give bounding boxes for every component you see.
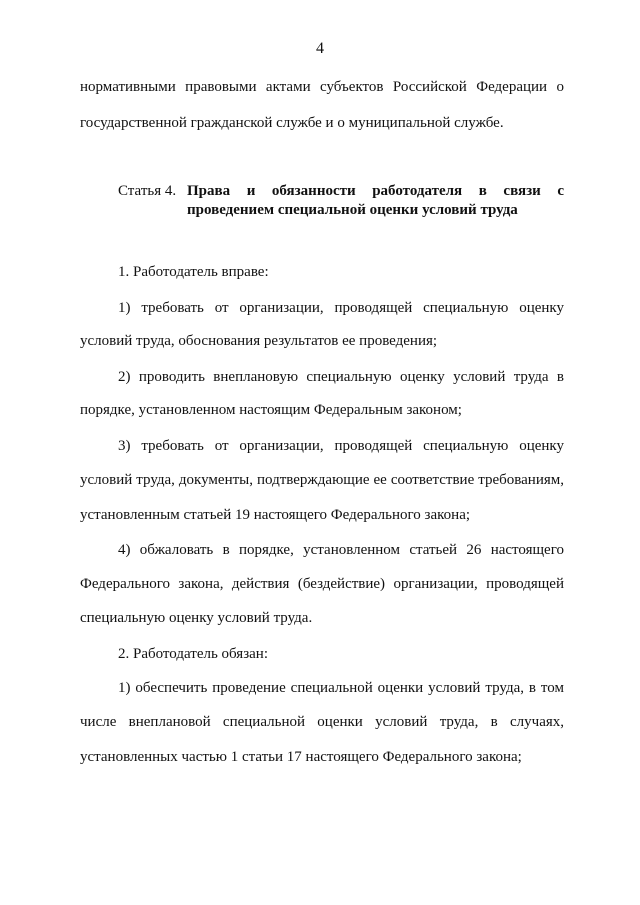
item-1-2-line-2: порядке, установленном настоящим Федеральным законом; — [80, 402, 462, 418]
item-1-1-line-2: условий труда, обоснования результатов ее проведения; — [80, 333, 438, 349]
item-1-3-line-1: 3) требовать от организации, проводящей специальную оценку — [118, 438, 564, 454]
clause-1-heading: 1. Работодатель вправе: — [118, 264, 269, 280]
article-title-line-1: Права и обязанности работодателя в связи с — [187, 183, 564, 199]
intro-line-2: государственной гражданской службе и о муниципальной службе. — [80, 115, 504, 131]
item-1-3-line-3: установленным статьей 19 настоящего Федерального закона; — [80, 507, 471, 523]
item-1-3-line-2: условий труда, документы, подтверждающие ее соответствие требованиям, — [80, 472, 564, 488]
page-number: 4 — [316, 40, 324, 57]
item-1-4-line-2: Федерального закона, действия (бездействие) организации, проводящей — [80, 576, 564, 592]
clause-2-heading: 2. Работодатель обязан: — [118, 646, 268, 662]
item-1-1-line-1: 1) требовать от организации, проводящей специальную оценку — [118, 300, 564, 316]
item-2-1-line-2: числе внеплановой специальной оценки условий труда, в случаях, — [80, 714, 564, 730]
item-1-4-line-1: 4) обжаловать в порядке, установленном статьей 26 настоящего — [118, 542, 564, 558]
intro-line-1: нормативными правовыми актами субъектов Российской Федерации о — [80, 79, 564, 95]
article-label: Статья 4. — [118, 183, 177, 199]
item-1-4-line-3: специальную оценку условий труда. — [80, 610, 313, 626]
item-1-2-line-1: 2) проводить внеплановую специальную оценку условий труда в — [118, 369, 564, 385]
item-2-1-line-3: установленных частью 1 статьи 17 настоящего Федерального закона; — [80, 749, 522, 765]
item-2-1-line-1: 1) обеспечить проведение специальной оценки условий труда, в том — [118, 680, 564, 696]
article-title-line-2: проведением специальной оценки условий труда — [187, 202, 518, 218]
